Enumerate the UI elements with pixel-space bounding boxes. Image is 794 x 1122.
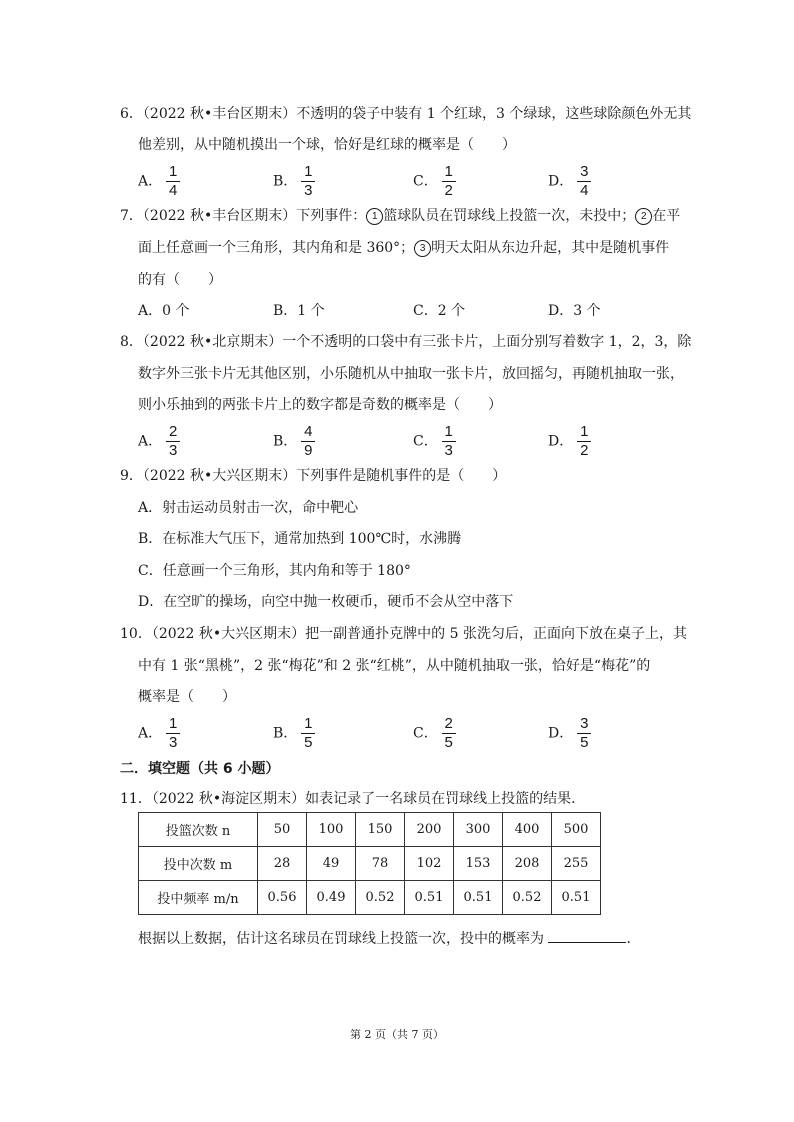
table-cell: 300 [454, 813, 503, 847]
page-footer: 第 2 页（共 7 页） [350, 1028, 444, 1041]
table-row [139, 847, 601, 881]
row-header: 投中次数 m [139, 847, 258, 881]
section-heading: 二．填空题（共 6 小题） [120, 761, 280, 777]
circled-number-2: 2 [635, 208, 652, 225]
q8-option-c: C． $\frac{1}{3}$ [413, 424, 456, 459]
q6-option-a: A． $\frac{1}{4}$ [138, 164, 180, 199]
circled-number-3: 3 [414, 240, 431, 257]
shooting-results-table [138, 812, 601, 915]
table-row [139, 881, 601, 915]
q10-line1: 10．（2022 秋•大兴区期末）把一副普通扑克牌中的 5 张洗匀后，正面向下放在桌子上，其 [120, 626, 687, 642]
table-cell: 0.51 [454, 881, 503, 915]
q7-line1: 7．（2022 秋•丰台区期末）下列事件： 1 篮球队员在罚球线上投篮一次，未投中； 2 在平 [120, 208, 681, 224]
q7-line2: 面上任意画一个三角形，其内角和是 360°； 3 明天太阳从东边升起，其中是随机事件 [138, 240, 670, 256]
table-cell: 0.49 [307, 881, 356, 915]
q8-option-a: A． $\frac{2}{3}$ [138, 424, 180, 459]
q6-option-d: D． $\frac{3}{4}$ [548, 164, 591, 199]
circled-number-1: 1 [366, 208, 383, 225]
table-cell: 400 [503, 813, 552, 847]
row-header: 投篮次数 n [139, 813, 258, 847]
q9-option-a: A．射击运动员射击一次，命中靶心 [138, 500, 359, 516]
answer-blank[interactable] [548, 928, 626, 943]
table-row [139, 813, 601, 847]
table-cell: 200 [405, 813, 454, 847]
q10-option-d: D． $\frac{3}{5}$ [548, 716, 591, 751]
q9-option-c: C．任意画一个三角形，其内角和等于 180° [138, 563, 411, 579]
q10-line3: 概率是（ ） [138, 689, 236, 705]
table-cell: 78 [356, 847, 405, 881]
table-cell: 0.56 [258, 881, 307, 915]
table-cell: 0.51 [552, 881, 601, 915]
q9-option-d: D．在空旷的操场，向空中抛一枚硬币，硬币不会从空中落下 [138, 594, 514, 610]
q10-option-b: B． $\frac{1}{5}$ [273, 716, 315, 751]
q8-option-d: D． $\frac{1}{2}$ [548, 424, 591, 459]
row-header: 投中频率 m/n [139, 881, 258, 915]
table-cell: 100 [307, 813, 356, 847]
q8-line2: 数字外三张卡片无其他区别，小乐随机从中抽取一张卡片，放回摇匀，再随机抽取一张， [138, 366, 684, 382]
table-cell: 500 [552, 813, 601, 847]
table-cell: 150 [356, 813, 405, 847]
q7-option-c: C．2 个 [413, 303, 466, 319]
table-cell: 153 [454, 847, 503, 881]
q9-option-b: B．在标准大气压下，通常加热到 100℃时，水沸腾 [138, 531, 462, 547]
table-cell: 0.52 [503, 881, 552, 915]
q7-line3: 的有（ ） [138, 272, 222, 288]
q7-option-b: B．1 个 [273, 303, 325, 319]
table-cell: 0.51 [405, 881, 454, 915]
q10-option-a: A． $\frac{1}{3}$ [138, 716, 180, 751]
q7-option-a: A．0 个 [138, 303, 190, 319]
q8-line3: 则小乐抽到的两张卡片上的数字都是奇数的概率是（ ） [138, 397, 502, 413]
q6-line1: 6．（2022 秋•丰台区期末）不透明的袋子中装有 1 个红球，3 个绿球，这些球除颜色外无其 [120, 106, 692, 122]
q10-option-c: C． $\frac{2}{5}$ [413, 716, 456, 751]
table-cell: 50 [258, 813, 307, 847]
table-cell: 255 [552, 847, 601, 881]
q6-line2: 他差别，从中随机摸出一个球，恰好是红球的概率是（ ） [138, 137, 516, 153]
q9-line1: 9．（2022 秋•大兴区期末）下列事件是随机事件的是（ ） [120, 468, 507, 484]
table-cell: 0.52 [356, 881, 405, 915]
table-cell: 49 [307, 847, 356, 881]
q11-question-text: 根据以上数据，估计这名球员在罚球线上投篮一次，投中的概率为 ． [138, 928, 640, 949]
q6-option-c: C． $\frac{1}{2}$ [413, 164, 456, 199]
q10-line2: 中有 1 张“黑桃”，2 张“梅花”和 2 张“红桃”，从中随机抽取一张，恰好是“梅花”的 [138, 658, 651, 674]
q7-option-d: D．3 个 [548, 303, 601, 319]
q6-option-b: B． $\frac{1}{3}$ [273, 164, 315, 199]
table-cell: 28 [258, 847, 307, 881]
q8-option-b: B． $\frac{4}{9}$ [273, 424, 315, 459]
q8-line1: 8．（2022 秋•北京期末）一个不透明的口袋中有三张卡片，上面分别写着数字 1，2，3，除 [120, 334, 692, 350]
table-cell: 208 [503, 847, 552, 881]
q11-line1: 11．（2022 秋•海淀区期末）如表记录了一名球员在罚球线上投篮的结果． [120, 791, 586, 807]
table-cell: 102 [405, 847, 454, 881]
